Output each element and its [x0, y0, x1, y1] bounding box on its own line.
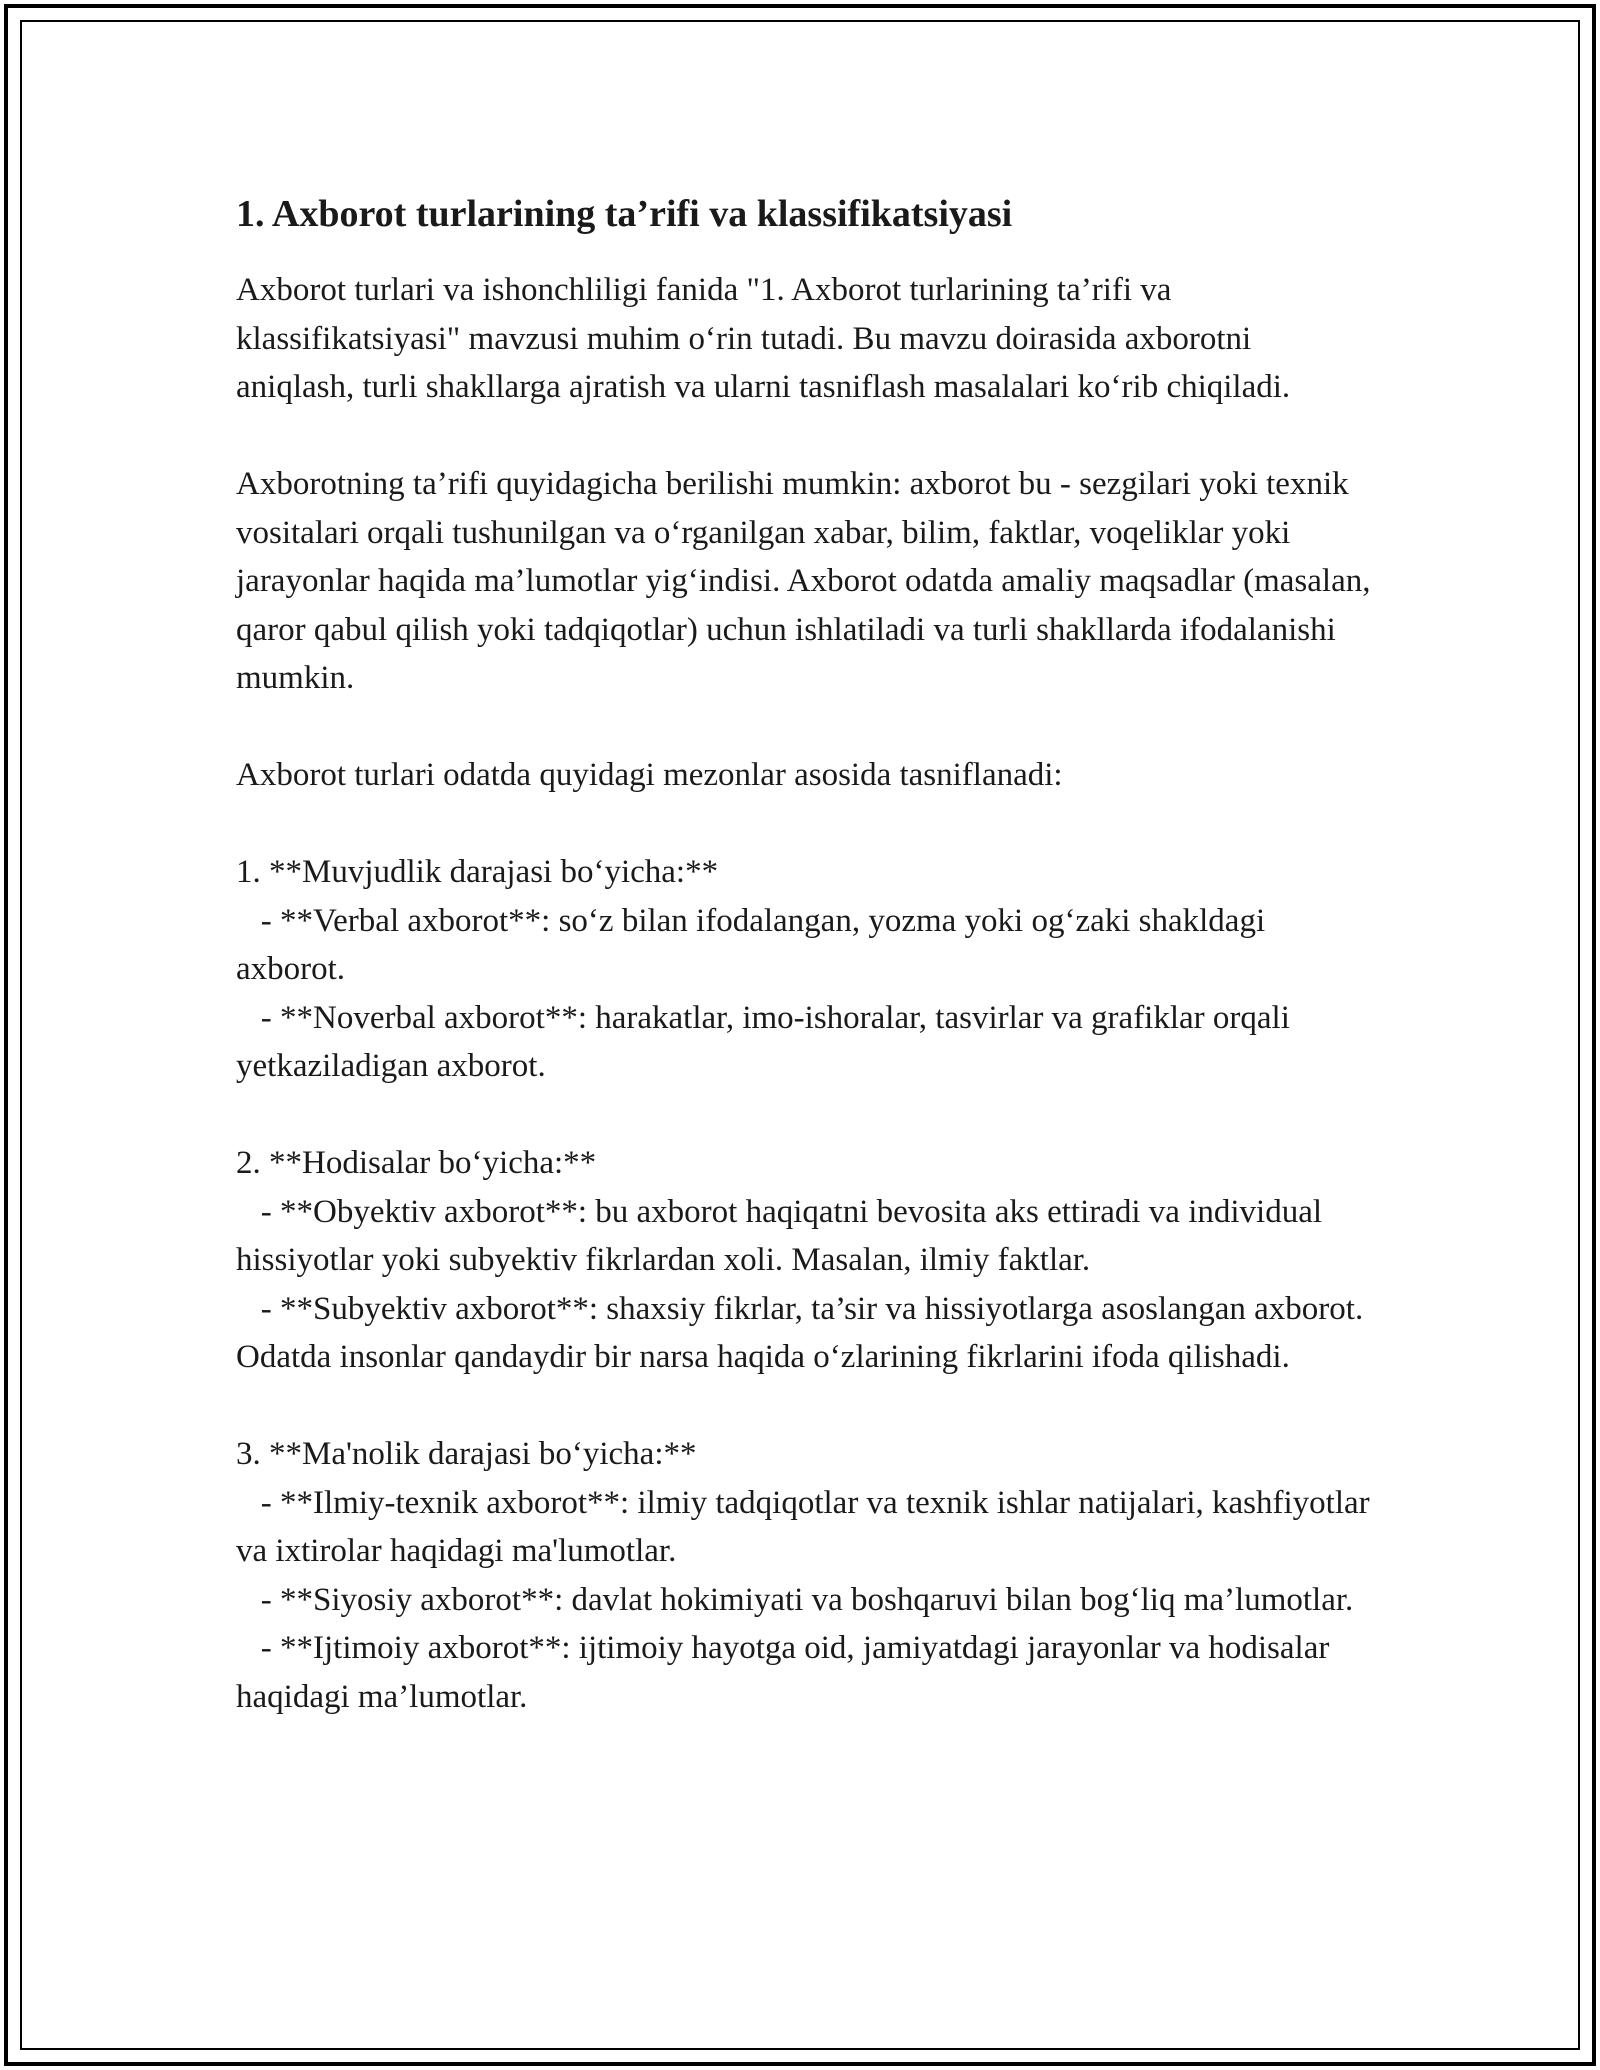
classification-intro-paragraph: Axborot turlari odatda quyidagi mezonlar asosida tasniflanadi:	[236, 757, 1063, 793]
section-existence-level	[236, 848, 1376, 1091]
section-events	[236, 1139, 1376, 1382]
list-item: - **Ilmiy-texnik axborot**: ilmiy tadqiqotlar va texnik ishlar natijalari, kashfiyotlar va ixtirolar haqidagi ma'lumotlar.	[236, 1484, 1378, 1569]
intro-paragraph: Axborot turlari va ishonchliligi fanida "1. Axborot turlarining ta’rifi va klassifikatsiyasi" mavzusi muhim o‘rin tutadi. Bu mavzu doirasida axborotni aniqlash, turli shakllarga ajratish va ularni tasniflash masalalari ko‘rib chiqiladi.	[236, 272, 1291, 405]
definition-paragraph: Axborotning ta’rifi quyidagicha berilishi mumkin: axborot bu - sezgilari yoki texnik vositalari orqali tushunilgan va o‘rganilgan xabar, bilim, faktlar, voqeliklar yoki jarayonlar haqida ma’lumotlar yig‘indisi. Axborot odatda amaliy maqsadlar (masalan, qaror qabul qilish yoki tadqiqotlar) uchun ishlatiladi va turli shakllarda ifodalanishi mumkin.	[236, 466, 1379, 696]
list-item: - **Verbal axborot**: so‘z bilan ifodalangan, yozma yoki og‘zaki shakldagi axborot.	[236, 902, 1274, 987]
list-item: - **Noverbal axborot**: harakatlar, imo-ishoralar, tasvirlar va grafiklar orqali yetkaziladigan axborot.	[236, 999, 1299, 1084]
document-title: 1. Axborot turlarining ta’rifi va klassifikatsiyasi	[236, 193, 1013, 235]
section-heading: 3. **Ma'nolik darajasi bo‘yicha:**	[236, 1436, 697, 1472]
list-item: - **Ijtimoiy axborot**: ijtimoiy hayotga oid, jamiyatdagi jarayonlar va hodisalar haqidagi ma’lumotlar.	[236, 1630, 1338, 1715]
list-item: - **Subyektiv axborot**: shaxsiy fikrlar, ta’sir va hissiyotlarga asoslangan axborot. Odatda insonlar qandaydir bir narsa haqida o‘zlarining fikrlarini ifoda qilishadi.	[236, 1290, 1372, 1375]
list-item: - **Siyosiy axborot**: davlat hokimiyati va boshqaruvi bilan bog‘liq ma’lumotlar.	[236, 1581, 1354, 1618]
document-body	[236, 190, 1379, 1770]
section-meaning-level	[236, 1430, 1376, 1721]
section-heading: 1. **Muvjudlik darajasi bo‘yicha:**	[236, 854, 719, 890]
list-item: - **Obyektiv axborot**: bu axborot haqiqatni bevosita aks ettiradi va individual hissiyotlar yoki subyektiv fikrlardan xoli. Masalan, ilmiy faktlar.	[236, 1193, 1331, 1278]
section-heading: 2. **Hodisalar bo‘yicha:**	[236, 1145, 597, 1181]
